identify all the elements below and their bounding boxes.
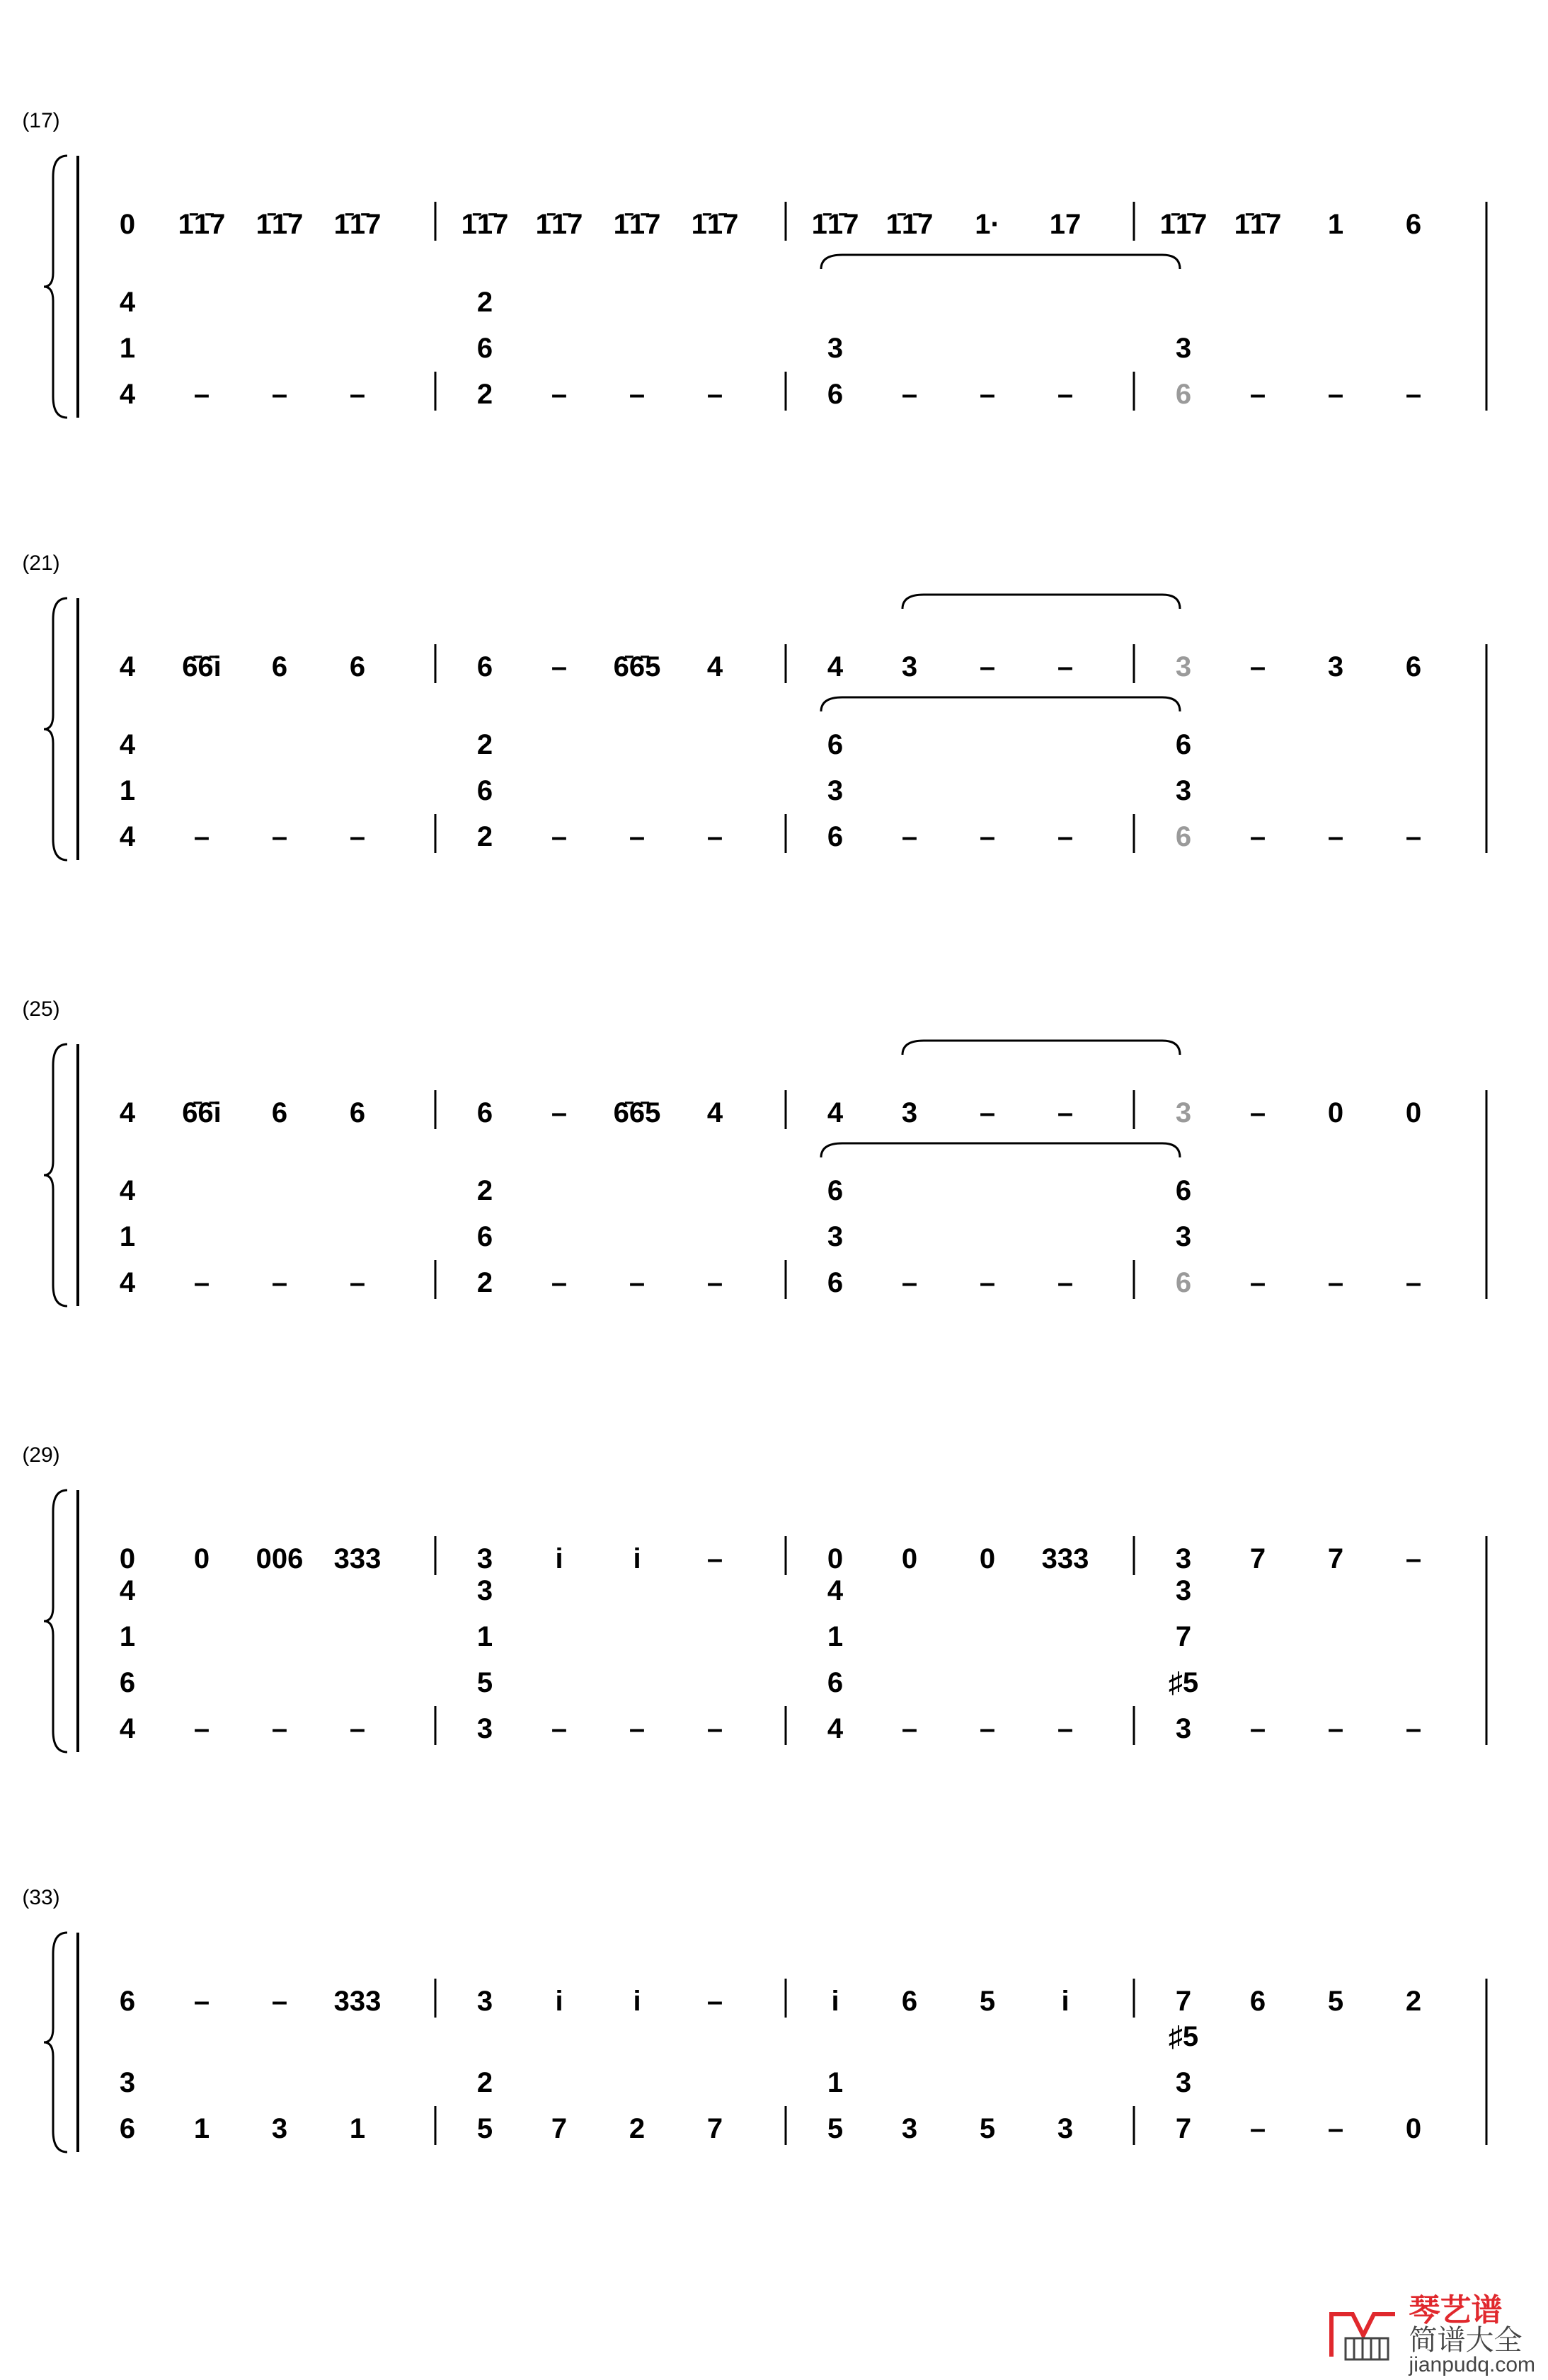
chord-note: 1 <box>119 775 136 806</box>
upper-note: 6̄6̄i <box>182 651 222 682</box>
chord-note: 6 <box>827 1175 844 1206</box>
lower-note: 2 <box>629 2113 646 2144</box>
lower-note: – <box>1327 1713 1344 1744</box>
lower-note: 7 <box>551 2113 568 2144</box>
upper-note: – <box>979 651 996 682</box>
site-watermark <box>1324 2292 1535 2376</box>
lower-note: – <box>901 821 918 852</box>
tie-arc <box>902 595 1180 609</box>
upper-note: 0 <box>193 1543 210 1574</box>
chord-note: 6 <box>1175 729 1192 760</box>
upper-note: 7 <box>1175 1986 1192 2017</box>
chord-note: 2 <box>476 1175 493 1206</box>
tie-arc <box>821 1143 1180 1157</box>
upper-note: 1̄1̄7 <box>333 209 382 240</box>
chord-note: 4 <box>119 1575 136 1606</box>
chord-note: 1 <box>119 1621 136 1652</box>
chord-note: 1 <box>476 1621 493 1652</box>
chord-note: ♯5 <box>1168 1667 1199 1698</box>
lower-note: – <box>979 821 996 852</box>
chord-note: 2 <box>476 729 493 760</box>
upper-note: 0 <box>1327 1097 1344 1128</box>
lower-note: 2 <box>476 821 493 852</box>
lower-note: – <box>629 1267 646 1298</box>
upper-note: 3 <box>1175 651 1192 682</box>
lower-note: 0 <box>1405 2113 1422 2144</box>
lower-note: – <box>706 1267 723 1298</box>
chord-note: 3 <box>827 333 844 364</box>
upper-note: 2 <box>1405 1986 1422 2017</box>
upper-note: i <box>831 1986 839 2017</box>
lower-note: 4 <box>119 821 136 852</box>
lower-note: – <box>901 1267 918 1298</box>
upper-note: 6 <box>476 651 493 682</box>
lower-note: – <box>1405 821 1422 852</box>
upper-note: 6 <box>349 1097 366 1128</box>
chord-note: 3 <box>119 2067 136 2098</box>
chord-note: 3 <box>1175 333 1192 364</box>
lower-note: – <box>979 1267 996 1298</box>
upper-note: 6̄6̄i <box>182 1097 222 1128</box>
lower-note: 4 <box>119 1267 136 1298</box>
lower-note: – <box>706 821 723 852</box>
upper-note: 4 <box>827 1097 844 1128</box>
chord-note: 6 <box>1175 1175 1192 1206</box>
lower-note: 3 <box>901 2113 918 2144</box>
upper-note: 5 <box>1327 1986 1344 2017</box>
lower-note: – <box>1057 379 1074 410</box>
lower-note: 2 <box>476 1267 493 1298</box>
upper-note: 6 <box>1249 1986 1266 2017</box>
lower-note: 6 <box>119 2113 136 2144</box>
chord-note: 3 <box>827 775 844 806</box>
lower-note: – <box>706 1713 723 1744</box>
upper-note: 1̄1̄7 <box>256 209 304 240</box>
lower-note: – <box>1327 379 1344 410</box>
chord-note: 7 <box>1175 1621 1192 1652</box>
lower-note: – <box>1327 1267 1344 1298</box>
upper-note: 0 <box>1405 1097 1422 1128</box>
measure-label: (25) <box>22 997 60 1021</box>
lower-note: – <box>1405 1267 1422 1298</box>
lower-note: 6 <box>827 821 844 852</box>
lower-note: – <box>271 1713 288 1744</box>
upper-note: 3 <box>1175 1543 1192 1574</box>
upper-note: 4 <box>119 1097 136 1128</box>
chord-note: 1 <box>827 1621 844 1652</box>
lower-note: – <box>629 1713 646 1744</box>
upper-note: i <box>555 1543 563 1574</box>
tie-arc <box>902 1041 1180 1055</box>
upper-note: 3 <box>476 1543 493 1574</box>
lower-note: 6 <box>827 1267 844 1298</box>
upper-note: 7 <box>1249 1543 1266 1574</box>
upper-note: 6 <box>271 651 288 682</box>
lower-note: – <box>193 821 210 852</box>
chord-note: 3 <box>827 1221 844 1252</box>
upper-note: – <box>551 651 568 682</box>
chord-note: 1 <box>119 1221 136 1252</box>
upper-note: 1̄1̄7 <box>535 209 583 240</box>
chord-note: 3 <box>476 1575 493 1606</box>
upper-note: 5 <box>979 1986 996 2017</box>
lower-note: – <box>1405 379 1422 410</box>
system-brace <box>44 1490 67 1752</box>
lower-note: – <box>706 379 723 410</box>
upper-note: – <box>271 1986 288 2017</box>
brand-site-name: 简谱大全 <box>1409 2324 1523 2357</box>
lower-note: 1 <box>193 2113 210 2144</box>
upper-note: 333 <box>333 1543 382 1574</box>
lower-note: – <box>349 821 366 852</box>
lower-note: 3 <box>476 1713 493 1744</box>
lower-note: – <box>551 1713 568 1744</box>
lower-note: – <box>901 1713 918 1744</box>
lower-note: – <box>349 1713 366 1744</box>
lower-note: – <box>551 821 568 852</box>
upper-note: – <box>1405 1543 1422 1574</box>
upper-note: i <box>555 1986 563 2017</box>
lower-note: 1 <box>349 2113 366 2144</box>
chord-note: 2 <box>476 2067 493 2098</box>
upper-note: 7 <box>1327 1543 1344 1574</box>
measure-label: (29) <box>22 1443 60 1467</box>
lower-note: 4 <box>119 1713 136 1744</box>
upper-note: 333 <box>333 1986 382 2017</box>
chord-note: 6 <box>119 1667 136 1698</box>
upper-note: 4 <box>706 1097 723 1128</box>
lower-note: – <box>271 821 288 852</box>
lower-note: 7 <box>1175 2113 1192 2144</box>
chord-note: 4 <box>119 729 136 760</box>
chord-note: 3 <box>1175 1575 1192 1606</box>
lower-note: 6 <box>1175 1267 1192 1298</box>
upper-note: 3 <box>1327 651 1344 682</box>
chord-note: 4 <box>827 1575 844 1606</box>
chord-note: 1 <box>119 333 136 364</box>
system-brace <box>44 156 67 418</box>
upper-note: 4 <box>827 651 844 682</box>
lower-note: – <box>1249 1267 1266 1298</box>
tie-arc <box>821 255 1180 269</box>
lower-note: 3 <box>1175 1713 1192 1744</box>
upper-note: 333 <box>1041 1543 1089 1574</box>
upper-note: i <box>1061 1986 1070 2017</box>
lower-note: – <box>1249 821 1266 852</box>
upper-note: – <box>1249 651 1266 682</box>
upper-note: – <box>706 1986 723 2017</box>
upper-note: 3 <box>1175 1097 1192 1128</box>
lower-note: – <box>629 379 646 410</box>
upper-note: 1̄1̄7 <box>1159 209 1208 240</box>
lower-note: – <box>1057 1267 1074 1298</box>
upper-note: 1̄1̄7 <box>178 209 226 240</box>
upper-note: – <box>706 1543 723 1574</box>
upper-note: 3 <box>476 1986 493 2017</box>
lower-note: – <box>271 1267 288 1298</box>
chord-note: 6 <box>827 729 844 760</box>
brand-name: 琴艺谱 <box>1409 2292 1503 2328</box>
lower-note: – <box>349 379 366 410</box>
measure-label: (17) <box>22 109 60 132</box>
upper-note: 17 <box>1049 209 1082 240</box>
lower-note: – <box>1057 1713 1074 1744</box>
lower-note: – <box>1249 1713 1266 1744</box>
upper-note: 006 <box>256 1543 304 1574</box>
upper-note: 6 <box>1405 651 1422 682</box>
system-brace <box>44 1933 67 2152</box>
upper-note: 0 <box>901 1543 918 1574</box>
lower-note: – <box>193 1713 210 1744</box>
lower-note: 5 <box>476 2113 493 2144</box>
lower-note: – <box>551 1267 568 1298</box>
upper-note: – <box>1249 1097 1266 1128</box>
upper-note: 0 <box>119 1543 136 1574</box>
lower-note: – <box>629 821 646 852</box>
upper-note: 6̄6̄5 <box>613 651 661 682</box>
lower-note: – <box>1327 2113 1344 2144</box>
lower-note: – <box>1327 821 1344 852</box>
lower-note: 4 <box>827 1713 844 1744</box>
upper-note: 6 <box>119 1986 136 2017</box>
lower-note: 3 <box>271 2113 288 2144</box>
upper-note: 6̄6̄5 <box>613 1097 661 1128</box>
upper-note: – <box>979 1097 996 1128</box>
lower-note: – <box>1249 2113 1266 2144</box>
lower-note: – <box>1057 821 1074 852</box>
chord-note: 2 <box>476 287 493 318</box>
chord-note: 4 <box>119 1175 136 1206</box>
chord-note: 3 <box>1175 775 1192 806</box>
measure-label: (33) <box>22 1886 60 1909</box>
upper-note: – <box>1057 1097 1074 1128</box>
upper-note: 0 <box>119 209 136 240</box>
upper-note: 1̄1̄7 <box>811 209 859 240</box>
upper-note: 4 <box>119 651 136 682</box>
lower-note: 6 <box>1175 379 1192 410</box>
chord-note: 6 <box>827 1667 844 1698</box>
upper-note: 1̄1̄7 <box>885 209 934 240</box>
upper-note: 6 <box>901 1986 918 2017</box>
upper-note: 3 <box>901 1097 918 1128</box>
chord-note: 1 <box>827 2067 844 2098</box>
piano-logo-icon <box>1324 2307 1402 2364</box>
upper-note: 0 <box>827 1543 844 1574</box>
lower-note: 5 <box>979 2113 996 2144</box>
lower-note: 3 <box>1057 2113 1074 2144</box>
system-brace <box>44 598 67 860</box>
chord-note: 6 <box>476 333 493 364</box>
upper-note: 1̄1̄7 <box>461 209 509 240</box>
chord-note: 3 <box>1175 1221 1192 1252</box>
lower-note: 5 <box>827 2113 844 2144</box>
upper-note: – <box>551 1097 568 1128</box>
lower-note: – <box>193 379 210 410</box>
chord-note: 5 <box>476 1667 493 1698</box>
lower-note: – <box>901 379 918 410</box>
upper-note: 1̄1̄7 <box>1234 209 1282 240</box>
upper-note: 1 <box>1327 209 1344 240</box>
lower-note: 4 <box>119 379 136 410</box>
lower-note: – <box>1249 379 1266 410</box>
upper-note: i <box>633 1543 641 1574</box>
upper-note: i <box>633 1986 641 2017</box>
brand-url: jianpudq.com <box>1409 2353 1535 2376</box>
upper-note: 4 <box>706 651 723 682</box>
upper-note: 1̄1̄7 <box>613 209 661 240</box>
lower-note: 6 <box>827 379 844 410</box>
lower-note: 7 <box>706 2113 723 2144</box>
upper-note: 6 <box>271 1097 288 1128</box>
system-brace <box>44 1044 67 1306</box>
tie-arc <box>821 697 1180 711</box>
lower-note: – <box>271 379 288 410</box>
upper-note: – <box>193 1986 210 2017</box>
lower-note: 2 <box>476 379 493 410</box>
chord-note: 6 <box>476 775 493 806</box>
lower-note: 6 <box>1175 821 1192 852</box>
chord-note: 3 <box>1175 2067 1192 2098</box>
lower-note: – <box>193 1267 210 1298</box>
upper-note: 1̄1̄7 <box>691 209 739 240</box>
upper-note: 1· <box>975 209 1000 240</box>
lower-note: – <box>349 1267 366 1298</box>
lower-note: – <box>979 1713 996 1744</box>
chord-note: 6 <box>476 1221 493 1252</box>
upper-note: 0 <box>979 1543 996 1574</box>
chord-note: 4 <box>119 287 136 318</box>
lower-note: – <box>979 379 996 410</box>
upper-note: – <box>1057 651 1074 682</box>
upper-note: 6 <box>349 651 366 682</box>
upper-note: 3 <box>901 651 918 682</box>
chord-note: ♯5 <box>1168 2021 1199 2052</box>
upper-note: 6 <box>1405 209 1422 240</box>
lower-note: – <box>1405 1713 1422 1744</box>
upper-note: 6 <box>476 1097 493 1128</box>
lower-note: – <box>551 379 568 410</box>
measure-label: (21) <box>22 551 60 575</box>
